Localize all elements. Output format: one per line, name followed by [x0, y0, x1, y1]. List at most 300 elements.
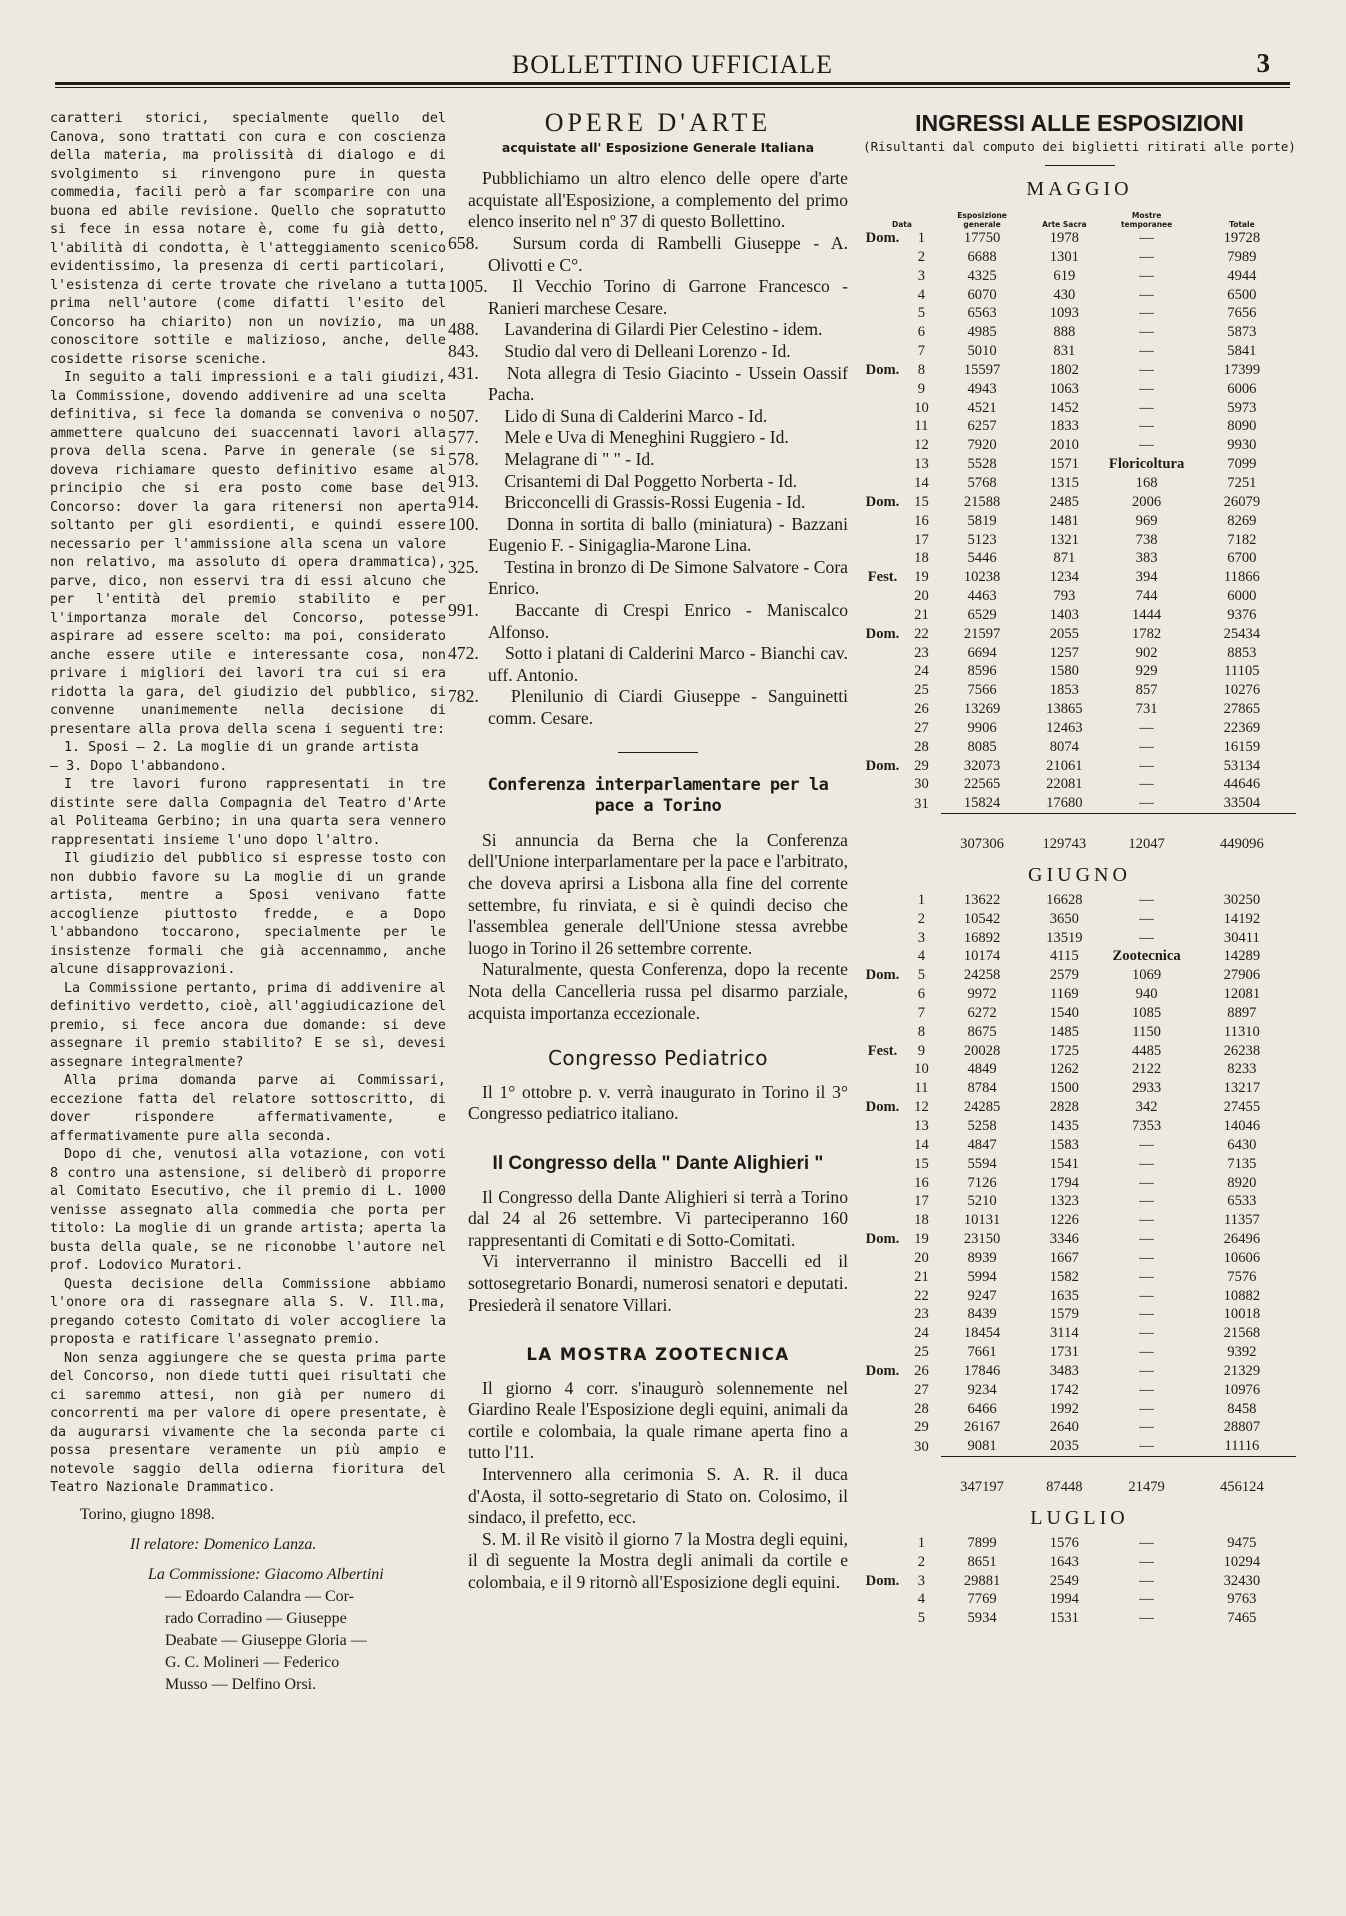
total-count: 7251	[1227, 474, 1257, 491]
day-number: 26	[914, 701, 929, 718]
temporary-count: —	[1139, 1534, 1154, 1551]
total-count: 6533	[1227, 1193, 1257, 1210]
temporary-count: —	[1139, 361, 1154, 378]
general-count: 9972	[967, 986, 997, 1003]
day-type	[863, 1305, 902, 1324]
day-number: 19	[914, 569, 929, 586]
temporary-count: 2933	[1132, 1080, 1162, 1097]
day-type	[863, 738, 902, 757]
general-count: 6272	[967, 1004, 997, 1021]
general-count: 4943	[967, 380, 997, 397]
sacred-art-count: 2035	[1049, 1438, 1079, 1455]
temporary-count: 394	[1135, 569, 1158, 586]
temporary-count: 738	[1135, 531, 1158, 548]
sacred-art-count: 1833	[1049, 418, 1079, 435]
table-row	[863, 531, 1296, 550]
table-row	[863, 681, 1296, 700]
table-row	[863, 910, 1296, 929]
month-title: MAGGIO	[1026, 178, 1133, 200]
general-count: 8939	[967, 1249, 997, 1266]
general-count: 13622	[963, 891, 1001, 908]
table-row	[863, 417, 1296, 436]
day-number: 16	[914, 512, 929, 529]
day-type: Fest.	[867, 569, 898, 586]
sacred-art-count: 1323	[1049, 1193, 1079, 1210]
day-type	[863, 662, 902, 681]
place-date: Torino, giugno 1898.	[80, 1505, 215, 1523]
sacred-art-count: 13519	[1046, 929, 1083, 946]
temporary-count: 2122	[1132, 1061, 1162, 1078]
general-count: 5594	[967, 1155, 997, 1172]
sacred-art-count: 12463	[1046, 719, 1083, 736]
work-text: Lido di Suna di Calderini Marco - Id.	[500, 405, 768, 426]
table-row	[863, 1381, 1296, 1400]
day-type	[863, 248, 902, 267]
day-number: 14	[914, 1136, 929, 1153]
temporary-count: 929	[1135, 663, 1158, 680]
day-type	[863, 1418, 902, 1437]
day-type	[863, 794, 902, 813]
temporary-count: —	[1139, 437, 1154, 454]
sacred-art-count: 21061	[1046, 757, 1083, 774]
work-item	[448, 362, 848, 406]
general-count: 7899	[967, 1534, 997, 1551]
day-type	[863, 1381, 902, 1400]
table-row	[863, 606, 1296, 625]
sacred-art-count: 1257	[1049, 644, 1079, 661]
work-number: 507.	[448, 405, 479, 426]
total-count: 7099	[1227, 456, 1257, 473]
month-total-row	[863, 1476, 1296, 1497]
report-paragraph: La Commissione pertanto, prima di addivenire al definitivo verdetto, cioè, all'aggiudicazione del premio, si fece ancora due domande: si deve assegnare il premio stabilito? E se sì, devesi assegnare integralmente?	[50, 980, 446, 1070]
day-type	[863, 1004, 902, 1023]
temporary-count: —	[1139, 1610, 1154, 1627]
total-count: 32430	[1223, 1572, 1261, 1589]
total-count: 12081	[1223, 986, 1261, 1003]
general-count: 16892	[963, 929, 1001, 946]
general-count: 21588	[963, 493, 1001, 510]
sacred-art-count: 2055	[1049, 625, 1079, 642]
total-rule-cell	[1023, 814, 1105, 833]
day-number: 21	[914, 606, 929, 623]
general-count: 5934	[967, 1610, 997, 1627]
column-news	[448, 108, 848, 1594]
day-type	[863, 1590, 902, 1609]
day-number: 18	[914, 550, 929, 567]
temporary-count: —	[1139, 1212, 1154, 1229]
table-row	[863, 966, 1296, 985]
table-row	[863, 929, 1296, 948]
work-text: Sotto i platani di Calderini Marco - Bianchi cav. uff. Antonio.	[488, 643, 848, 685]
temporary-count: 4485	[1132, 1042, 1162, 1059]
temporary-count: —	[1139, 1325, 1154, 1342]
total-count: 9376	[1227, 606, 1257, 623]
sacred-art-count: 1725	[1049, 1042, 1079, 1059]
table-row	[863, 229, 1296, 248]
sacred-art-count: 1576	[1049, 1534, 1079, 1551]
day-number: 27	[914, 1381, 929, 1398]
table-row	[863, 455, 1296, 474]
sacred-art-count: 3650	[1049, 910, 1079, 927]
total-count: 9763	[1227, 1591, 1257, 1608]
sacred-art-count: 3346	[1049, 1231, 1079, 1248]
total-count: 21329	[1223, 1362, 1261, 1379]
total-count: 44646	[1223, 776, 1261, 793]
table-row	[863, 361, 1296, 380]
total-count: 28807	[1223, 1419, 1261, 1436]
temporary-count: —	[1139, 380, 1154, 397]
general-count: 9081	[967, 1438, 997, 1455]
total-count: 8233	[1227, 1061, 1257, 1078]
temporary-count: —	[1139, 776, 1154, 793]
general-count: 5528	[967, 456, 997, 473]
table-row	[863, 1004, 1296, 1023]
day-number: 30	[914, 1438, 929, 1455]
work-text: Donna in sortita di ballo (miniatura) - Bazzani Eugenio F. - Sinigaglia-Marone Lina.	[488, 513, 848, 556]
general-count: 5768	[967, 474, 997, 491]
general-count: 4521	[967, 399, 997, 416]
general-count: 5819	[967, 512, 997, 529]
temporary-count: 744	[1135, 588, 1158, 605]
day-number: 2	[917, 910, 926, 927]
day-number: 15	[914, 1155, 929, 1172]
day-type	[863, 1400, 902, 1419]
total-rule	[863, 1457, 1296, 1476]
sacred-art-count: 16628	[1046, 891, 1083, 908]
commissione-line: — Edoardo Calandra — Cor-	[165, 1587, 354, 1605]
commissione-line: rado Corradino — Giuseppe	[165, 1609, 347, 1627]
day-number: 24	[914, 1325, 929, 1342]
table-row	[863, 1609, 1296, 1628]
general-count: 8651	[967, 1553, 997, 1570]
sacred-art-count: 1802	[1049, 361, 1079, 378]
sacred-art-count: 1452	[1049, 399, 1079, 416]
table-row	[863, 1418, 1296, 1437]
day-type	[863, 1079, 902, 1098]
day-number: 17	[914, 1193, 929, 1210]
temporary-count: —	[1139, 1419, 1154, 1436]
day-type	[863, 323, 902, 342]
report-paragraph: Dopo di che, venutosi alla votazione, con voti 8 contro una astensione, si deliberò di proporre al Comitato Esecutivo, che il premio di L. 1000 venisse assegnato alla commedia che porta per titolo: La moglie di un grande artista; aperta la busta della quale, se ne riconobbe l'autore nel prof. Lodovico Muratori.	[50, 1147, 446, 1273]
temporary-total: 21479	[1128, 1479, 1165, 1495]
table-row	[863, 1362, 1296, 1381]
total-count: 7182	[1227, 531, 1257, 548]
work-text: Bricconcelli di Grassis-Rossi Eugenia - Id.	[500, 492, 806, 513]
table-row	[863, 625, 1296, 644]
day-number: 23	[914, 644, 929, 661]
work-item	[448, 643, 848, 686]
month-title: LUGLIO	[1030, 1506, 1129, 1529]
day-number: 4	[917, 286, 926, 303]
day-type	[863, 399, 902, 418]
general-count: 8439	[967, 1306, 997, 1323]
zootechnic-paragraph: Intervennero alla cerimonia S. A. R. il duca d'Aosta, il sotto-segretario di Stato on. Colosimo, il sindaco, il prefetto, ecc.	[468, 1464, 848, 1528]
table-row	[863, 775, 1296, 794]
work-item	[448, 556, 848, 600]
table-row	[863, 1305, 1296, 1324]
day-type	[863, 417, 902, 436]
table-row	[863, 985, 1296, 1004]
day-number: 4	[917, 948, 926, 965]
sacred-art-count: 1262	[1049, 1061, 1079, 1078]
day-type	[863, 1249, 902, 1268]
work-item	[448, 427, 848, 449]
sacred-art-count: 1315	[1049, 474, 1079, 491]
day-type	[863, 1023, 902, 1042]
total-count: 9930	[1227, 437, 1257, 454]
work-text: Mele e Uva di Meneghini Ruggiero - Id.	[500, 427, 789, 448]
day-number: 13	[914, 1117, 929, 1134]
pediatric-title: Congresso Pediatrico	[547, 1046, 769, 1071]
day-type: Dom.	[865, 493, 900, 510]
total-count: 8853	[1227, 644, 1257, 661]
work-item	[448, 470, 848, 493]
column-report	[50, 110, 446, 1696]
day-type	[863, 1343, 902, 1362]
sacred-art-count: 8074	[1049, 738, 1079, 755]
general-count: 4847	[967, 1136, 997, 1153]
page-number: 3	[1256, 48, 1270, 78]
attendance-table	[863, 891, 1296, 1497]
table-row	[863, 286, 1296, 305]
temporary-count: Zootecnica	[1112, 948, 1181, 965]
temporary-count: —	[1139, 910, 1154, 927]
day-type	[863, 910, 902, 929]
sacred-art-count: 17680	[1046, 795, 1083, 812]
total-count: 17399	[1223, 361, 1261, 378]
total-count: 8920	[1227, 1174, 1257, 1191]
sacred-art-count: 1994	[1049, 1591, 1079, 1608]
day-type	[863, 549, 902, 568]
general-count: 6529	[967, 606, 997, 623]
total-count: 21568	[1223, 1325, 1261, 1342]
temporary-count: —	[1139, 305, 1154, 322]
table-row	[863, 342, 1296, 361]
total-rule-cell	[863, 1457, 902, 1476]
report-paragraph: Il giudizio del pubblico si espresse tosto con non dubbio favore su La moglie di un grande artista, mentre a Sposi venivano fatte accoglienze piuttosto fredde, e a Dopo l'abbandono toccarono, specialmente per le insistenze formali che già accennammo, anche alcune disapprovazioni.	[50, 851, 446, 977]
sacred-art-count: 430	[1053, 286, 1076, 303]
day-type: Dom.	[865, 361, 900, 378]
general-count: 6694	[967, 644, 997, 661]
day-number: 1	[917, 891, 926, 908]
sacred-art-count: 871	[1053, 550, 1076, 567]
day-number: 31	[914, 795, 929, 812]
day-number: 11	[914, 418, 929, 435]
day-type	[863, 455, 902, 474]
table-row	[863, 1023, 1296, 1042]
day-type: Dom.	[865, 1362, 900, 1379]
day-number: 19	[914, 1231, 929, 1248]
general-count: 22565	[963, 776, 1001, 793]
table-row	[863, 493, 1296, 512]
general-count: 10542	[963, 910, 1001, 927]
day-type: Dom.	[865, 230, 900, 246]
general-count: 10131	[963, 1212, 1001, 1229]
temporary-count: 1782	[1132, 625, 1162, 642]
sacred-art-count: 1226	[1049, 1212, 1079, 1229]
temporary-count: —	[1139, 248, 1154, 265]
general-count: 6563	[967, 305, 997, 322]
table-row	[863, 267, 1296, 286]
work-number: 991.	[448, 600, 479, 621]
work-number: 100.	[448, 513, 479, 534]
day-number: 6	[917, 324, 926, 341]
day-number: 28	[914, 1400, 929, 1417]
work-number: 578.	[448, 448, 479, 469]
general-count: 24285	[963, 1099, 1001, 1116]
report-paragraph: Non senza aggiungere che se questa prima parte del Concorso, non diede tutti quei risultati che ci saremmo attesi, non già per numero di concorrenti ma per valore di opere presentate, è da augurarsi vivamente che la seconda parte ci possa presentare veramente un più ampio e notevole saggio della odierna fioritura del Teatro Nazionale Drammatico.	[50, 1350, 446, 1495]
opere-subtitle: acquistate all' Esposizione Generale Italiana	[501, 139, 815, 155]
table-row	[863, 1572, 1296, 1591]
total-count: 8090	[1227, 418, 1257, 435]
work-number: 577.	[448, 427, 479, 448]
temporary-count: —	[1139, 1231, 1154, 1248]
work-item	[448, 232, 848, 276]
total-count: 33504	[1223, 795, 1261, 812]
sacred-art-count: 22081	[1046, 776, 1083, 793]
table-row	[863, 738, 1296, 757]
day-type	[863, 1211, 902, 1230]
work-text: Lavanderina di Gilardi Pier Celestino - idem.	[500, 319, 823, 340]
day-type	[863, 1324, 902, 1343]
commissione-line: La Commissione: Giacomo Albertini	[148, 1565, 384, 1583]
statistics-subtitle: (Risultanti dal computo dei biglietti ritirati alle porte)	[863, 139, 1296, 154]
temporary-count: —	[1139, 1268, 1154, 1285]
day-type	[863, 304, 902, 323]
dante-paragraph: Vi interverranno il ministro Baccelli ed il sottosegretario Bonardi, numerosi senatori e deputati. Presiederà il senatore Villari.	[468, 1251, 848, 1315]
table-row	[863, 1534, 1296, 1553]
temporary-count: Floricoltura	[1108, 456, 1185, 473]
total-count: 7135	[1227, 1155, 1257, 1172]
day-number: 8	[917, 1023, 926, 1040]
temporary-count: —	[1139, 1155, 1154, 1172]
general-count: 9247	[967, 1287, 997, 1304]
works-list	[448, 232, 848, 730]
table-row	[863, 474, 1296, 493]
sacred-art-count: 2640	[1049, 1419, 1079, 1436]
total-count: 7656	[1227, 305, 1257, 322]
total-count: 10882	[1223, 1287, 1261, 1304]
work-text: Baccante di Crespi Enrico - Maniscalco Alfonso.	[488, 600, 848, 642]
general-count: 24258	[963, 967, 1001, 984]
zootechnic-title: LA MOSTRA ZOOTECNICA	[526, 1345, 790, 1365]
day-number: 20	[914, 1249, 929, 1266]
day-number: 9	[917, 380, 926, 397]
work-number: 658.	[448, 232, 479, 253]
temporary-count: —	[1139, 230, 1154, 246]
report-list-line: — 3. Dopo l'abbandono.	[50, 758, 228, 774]
table-row	[863, 1230, 1296, 1249]
column-statistics	[863, 110, 1296, 1628]
day-number: 11	[914, 1080, 929, 1097]
day-type	[863, 700, 902, 719]
total-count: 22369	[1223, 719, 1261, 736]
month-title: GIUGNO	[1028, 863, 1131, 886]
temporary-count: 1150	[1132, 1023, 1161, 1040]
work-item	[448, 405, 848, 428]
total-count: 30411	[1223, 929, 1260, 946]
day-type	[863, 342, 902, 361]
general-count: 7920	[967, 437, 997, 454]
temporary-count: 7353	[1132, 1117, 1162, 1134]
col-header-general: Esposizione generale	[957, 211, 1007, 229]
general-count: 7566	[967, 682, 997, 699]
table-row	[863, 644, 1296, 663]
day-number: 30	[914, 776, 929, 793]
day-type	[863, 1174, 902, 1193]
day-type: Dom.	[865, 1231, 900, 1248]
table-row	[863, 1268, 1296, 1287]
report-paragraph: caratteri storici, specialmente quello del Canova, sono trattati con cura e con coscienza della materia, ma prolissità di dialogo e di svolgimento si rinvengono pure in questa commedia, facili però a far scomparire con una buona ed abile revisione. Quello che sopratutto si fece in essa notare è, come fu già detto, l'abilità di condotta, è l'atteggiamento scenico evidentissimo, la presenza di certi particolari, l'esistenza di certe trovate che rivelano a tutta prima nell'autore (come difatti l'esito del Concorso ha chiarito) non un novizio, ma un conoscitore sottile e malizioso, anche, delle cosidette risorse sceniche.	[50, 111, 446, 367]
pediatric-paragraph: Il 1° ottobre p. v. verrà inaugurato in Torino il 3° Congresso pediatrico italiano.	[468, 1081, 848, 1124]
day-number: 16	[914, 1174, 929, 1191]
day-number: 3	[917, 267, 926, 284]
day-number: 12	[914, 437, 929, 454]
table-row	[863, 794, 1296, 813]
temporary-count: 902	[1135, 644, 1158, 661]
day-type	[863, 929, 902, 948]
report-paragraph: Questa decisione della Commissione abbiamo l'onore ora di rassegnare alla S. V. Ill.ma, pregando cotesto Comitato di voler accogliere la proposta e ratificare l'assegnato premio.	[50, 1276, 446, 1347]
day-type	[863, 436, 902, 455]
total-count: 8269	[1227, 512, 1257, 529]
report-paragraph: In seguito a tali impressioni e a tali giudizi, la Commissione, dovendo addivenire ad una scelta definitiva, si fece la domanda se conveniva o no ammettere qualcuno dei suaccennati lavori alla prova della scena. Parve in generale (se si doveva richiamare questo definitivo esame al principio che si era posto come base del Concorso: dover la gara ritenersi non aperta soltanto per gli esordienti, e quindi essere necessario per l'ammissione alla scena un valore non relativo, ma assoluto di opera drammatica), parve, dico, non esservi tra di essi alcuno che per l'entità del premio stabilito e per l'importanza morale del Concorso, potesse aspirare ad essere scelto: ma poi, considerato anche essere utile e interessante cosa, non privare i migliori dei lavori tra cui si era ridotta la gara, del giudizio del pubblico, si convenne unanimemente nella decisione di presentare alla prova della scena i seguenti tre:	[50, 370, 446, 737]
table-row	[863, 719, 1296, 738]
day-number: 1	[917, 1534, 926, 1551]
day-number: 1	[917, 230, 926, 246]
attendance-table	[863, 1534, 1296, 1628]
temporary-count: 168	[1135, 474, 1158, 491]
general-count: 5258	[967, 1117, 997, 1134]
table-row	[863, 304, 1296, 323]
temporary-count: —	[1139, 1400, 1154, 1417]
day-number: 22	[914, 625, 929, 642]
temporary-count: —	[1139, 738, 1154, 755]
day-number: 29	[914, 1419, 929, 1436]
sacred-art-count: 1321	[1049, 531, 1079, 548]
report-paragraph: Alla prima domanda parve ai Commissari, eccezione fatta del relatore sottoscritto, di dover rispondere affermativamente, e affermativamente pure alla seconda.	[50, 1073, 446, 1144]
report-paragraph: I tre lavori furono rappresentati in tre distinte sere dalla Compagnia del Teatro d'Arte al Politeama Gerbino; in una quarta sera vennero rappresentati insieme l'uno dopo l'altro.	[50, 777, 446, 848]
general-count: 10238	[963, 569, 1001, 586]
temporary-count: —	[1139, 719, 1154, 736]
table-row	[863, 1060, 1296, 1079]
general-total: 347197	[960, 1479, 1004, 1495]
day-number: 10	[914, 1061, 929, 1078]
opere-intro: Pubblichiamo un altro elenco delle opere d'arte acquistate all'Esposizione, a complemento del primo elenco inserito nel nº 37 di questo Bollettino.	[468, 168, 848, 232]
total-count: 6430	[1227, 1136, 1257, 1153]
temporary-count: 1085	[1132, 1004, 1162, 1021]
table-row	[863, 1249, 1296, 1268]
general-count: 15597	[963, 361, 1001, 378]
dante-title: Il Congresso della " Dante Alighieri "	[492, 1152, 824, 1174]
table-row	[863, 1155, 1296, 1174]
table-row	[863, 436, 1296, 455]
temporary-count: —	[1139, 1306, 1154, 1323]
work-number: 782.	[448, 686, 479, 707]
day-number: 25	[914, 1344, 929, 1361]
table-row	[863, 1136, 1296, 1155]
zootechnic-paragraph: S. M. il Re visitò il giorno 7 la Mostra degli equini, il dì seguente la Mostra degli animali da cortile e colombaia, e il 9 ritornò all'Esposizione degli equini.	[468, 1528, 848, 1593]
day-type	[863, 1060, 902, 1079]
col-header-total: Totale	[1229, 220, 1255, 229]
day-number: 25	[914, 682, 929, 699]
work-number: 1005.	[448, 276, 488, 297]
sacred-art-count: 1853	[1049, 682, 1079, 699]
sacred-art-count: 1541	[1049, 1155, 1079, 1172]
work-text: Melagrane di " " - Id.	[500, 448, 655, 469]
general-count: 4849	[967, 1061, 997, 1078]
temporary-count: —	[1139, 1249, 1154, 1266]
sacred-art-count: 1667	[1049, 1249, 1079, 1266]
